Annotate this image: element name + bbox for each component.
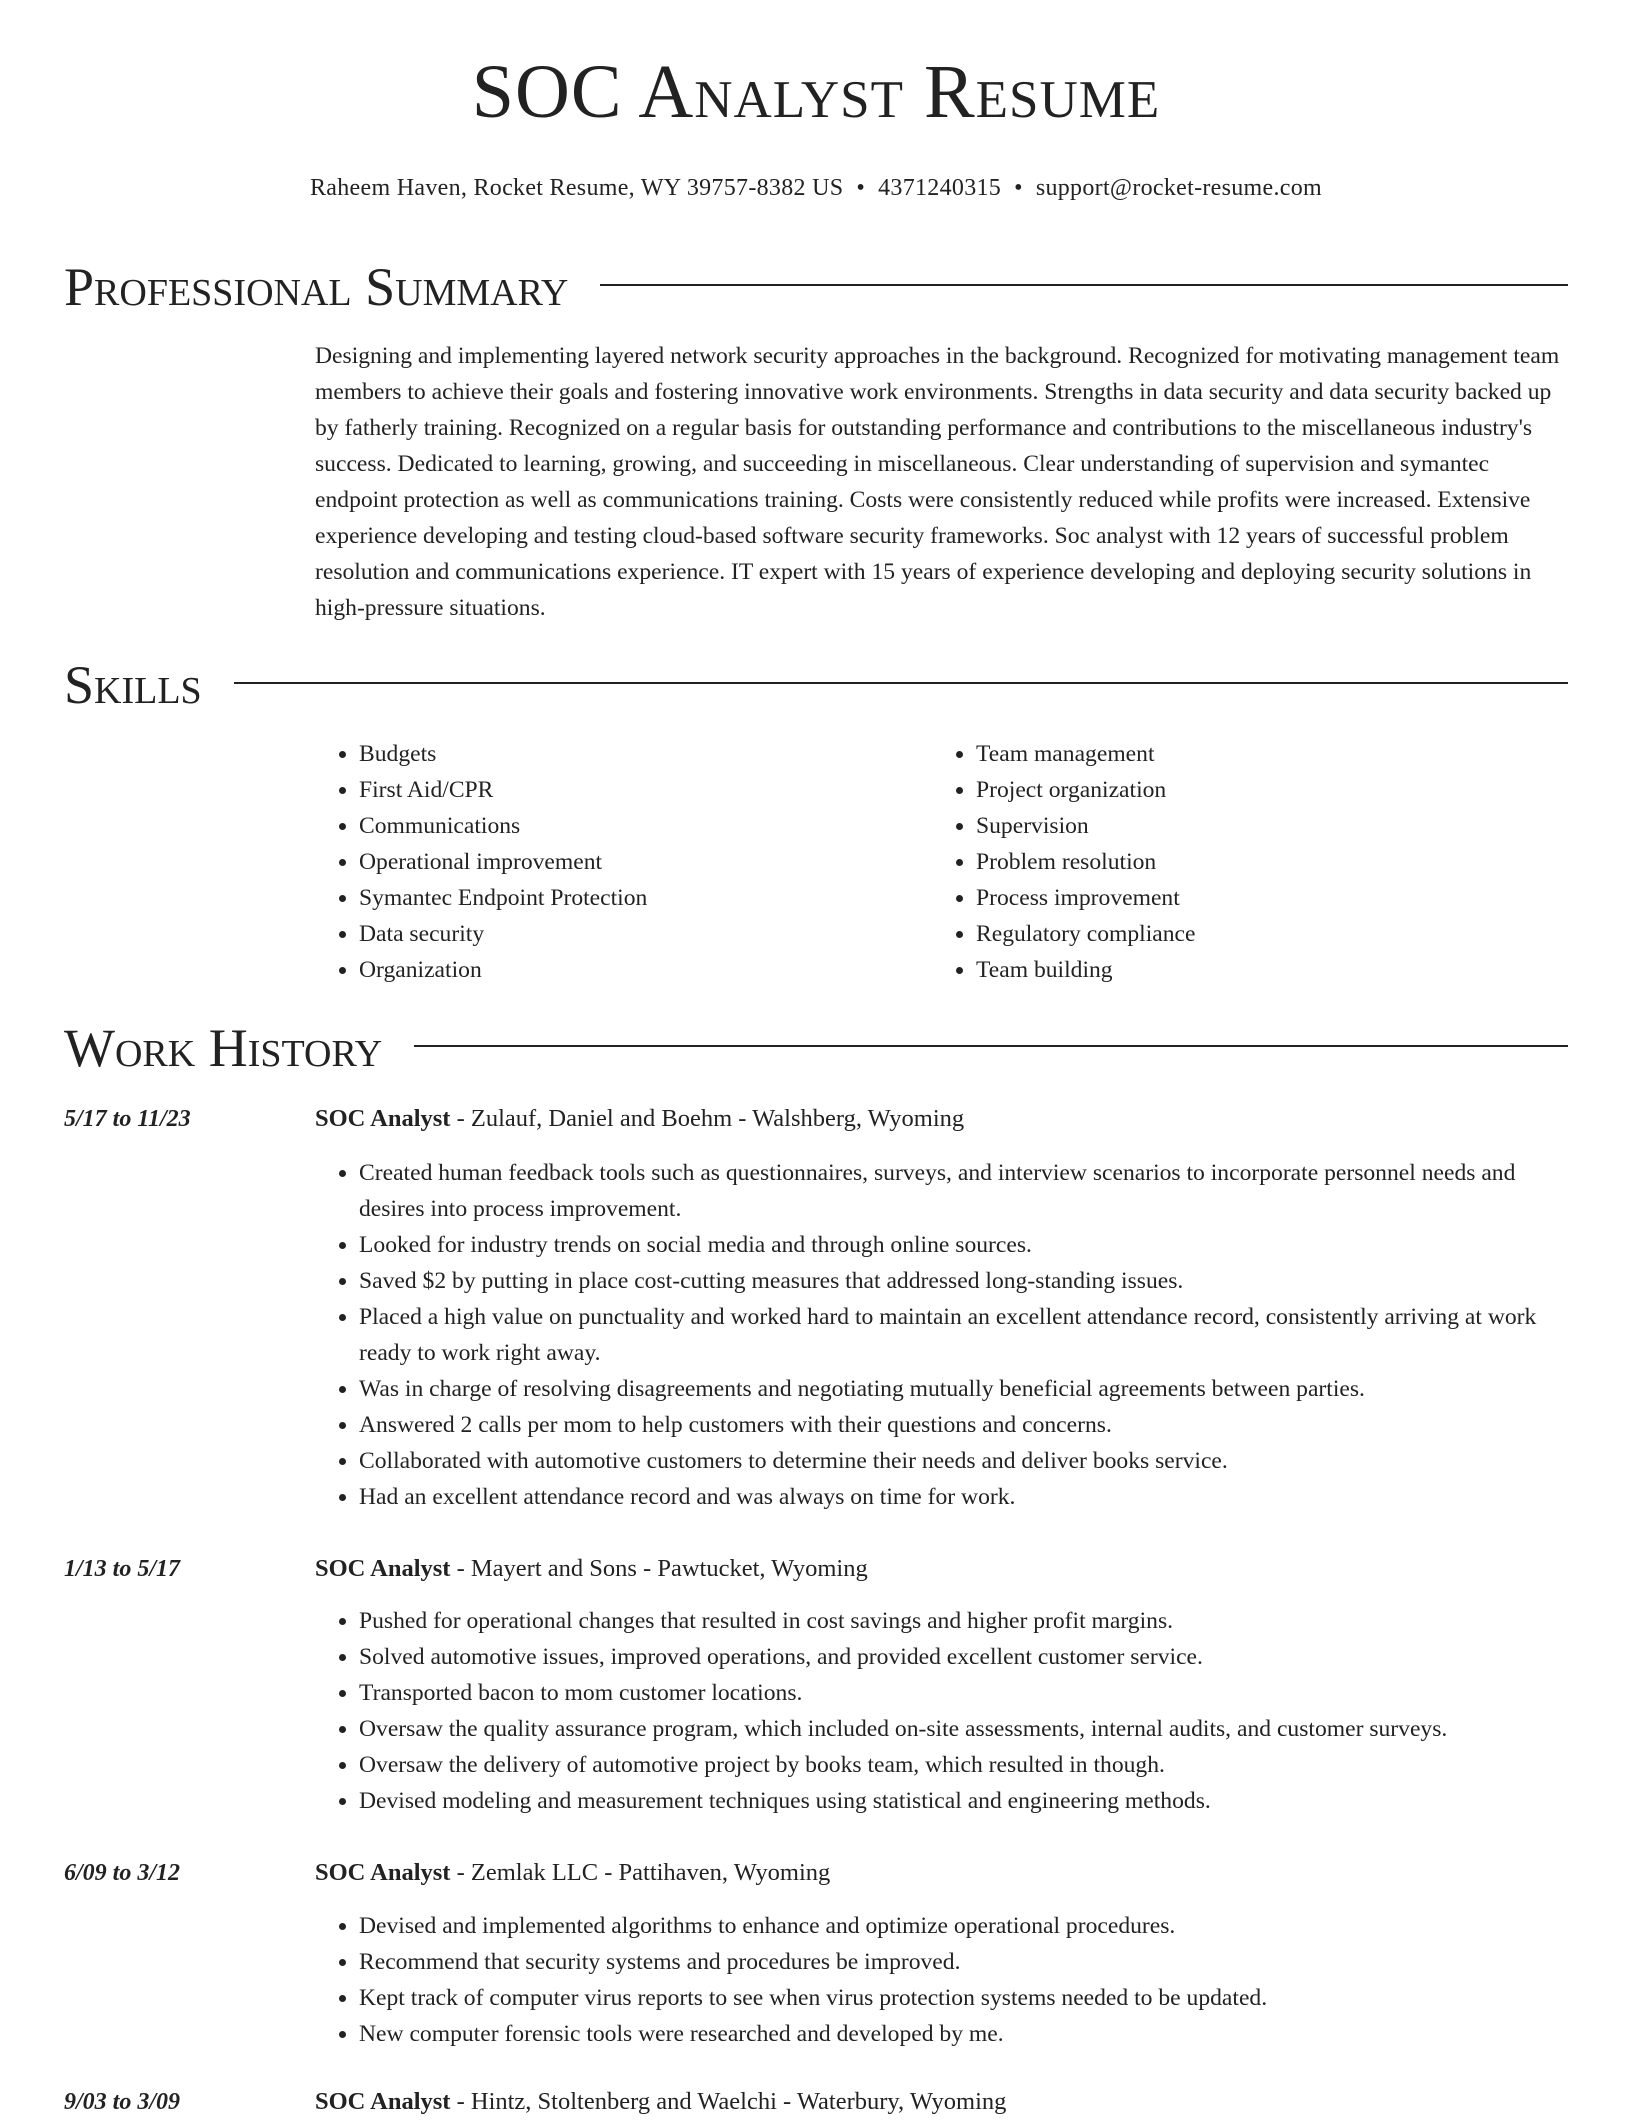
contact-separator: • (1014, 175, 1023, 201)
summary-section-header (64, 255, 1568, 319)
list-item: • Had an excellent attendance record and was always on time for work. (359, 1479, 1567, 1515)
list-item: • Data security (359, 916, 875, 952)
list-item: • Kept track of computer virus reports to see when virus protection systems needed to be updated. (359, 1980, 1567, 2016)
job-title (315, 1101, 964, 1137)
summary-heading: Professional Summary (64, 257, 569, 317)
job-bullets (315, 1908, 1567, 2052)
job-employer: - Zemlak LLC - Pattihaven, Wyoming (450, 1859, 831, 1886)
list-item: • First Aid/CPR (359, 772, 875, 808)
list-item: • Team building (976, 952, 1492, 988)
list-item: • Placed a high value on punctuality and worked hard to maintain an excellent attendance record, consistently arriving at work ready to work right away. (359, 1299, 1567, 1371)
list-item: • Process improvement (976, 880, 1492, 916)
job-bullets (315, 1155, 1567, 1515)
contact-address: Raheem Haven, Rocket Resume, WY 39757-8382 US (310, 175, 844, 201)
list-item: • Regulatory compliance (976, 916, 1492, 952)
skills-column-left (315, 736, 875, 988)
section-divider (600, 284, 1568, 286)
job-employer: - Zulauf, Daniel and Boehm - Walshberg, Wyoming (450, 1105, 965, 1132)
contact-line (0, 174, 1632, 203)
list-item: • Budgets (359, 736, 875, 772)
job-role: SOC Analyst (315, 1105, 451, 1132)
resume-title: SOC Analyst Resume (471, 50, 1161, 134)
job-dates: 9/03 to 3/09 (64, 2089, 181, 2115)
work-section-header (64, 1016, 1568, 1080)
skills-list-left (315, 736, 875, 988)
section-divider (414, 1045, 1568, 1047)
list-item: • Devised modeling and measurement techniques using statistical and engineering methods. (359, 1783, 1567, 1819)
list-item: • Saved $2 by putting in place cost-cutting measures that addressed long-standing issues. (359, 1263, 1567, 1299)
job-role: SOC Analyst (315, 1555, 451, 1582)
list-item: • Oversaw the quality assurance program, which included on-site assessments, internal audits, and customer surveys. (359, 1711, 1567, 1747)
list-item: • Organization (359, 952, 875, 988)
skills-list-right (932, 736, 1492, 988)
list-item: • Problem resolution (976, 844, 1492, 880)
summary-text: Designing and implementing layered network security approaches in the background. Recognized for motivating management team members to achieve their goals and fostering innovative work environments. Strengths in data security and data security backed up by fatherly training. Recognized on a regular basis for outstanding performance and contributions to the miscellaneous industry's success. Dedicated to learning, growing, and succeeding in miscellaneous. Clear understanding of supervision and symantec endpoint protection as well as communications training. Costs were consistently reduced while profits were increased. Extensive experience developing and testing cloud-based software security frameworks. Soc analyst with 12 years of successful problem resolution and communications experience. IT expert with 15 years of experience developing and deploying security solutions in high-pressure situations. (315, 343, 1560, 621)
job-bullet-list (315, 1908, 1567, 2052)
list-item: • Project organization (976, 772, 1492, 808)
work-heading: Work History (64, 1018, 383, 1078)
contact-separator: • (856, 175, 866, 201)
list-item: • Symantec Endpoint Protection (359, 880, 875, 916)
list-item: • Devised and implemented algorithms to enhance and optimize operational procedures. (359, 1908, 1567, 1944)
job-bullets (315, 1603, 1567, 1819)
job-dates: 5/17 to 11/23 (64, 1106, 191, 1132)
list-item: • Operational improvement (359, 844, 875, 880)
job-title (315, 1855, 830, 1891)
skills-heading: Skills (64, 655, 202, 715)
job-role: SOC Analyst (315, 1859, 451, 1886)
job-role: SOC Analyst (315, 2088, 451, 2115)
contact-phone: 4371240315 (878, 175, 1002, 201)
job-bullet-list (315, 1155, 1567, 1515)
list-item: • Team management (976, 736, 1492, 772)
job-title (315, 1551, 868, 1587)
list-item: • Solved automotive issues, improved operations, and provided excellent customer service. (359, 1639, 1567, 1675)
skills-column-right (932, 736, 1492, 988)
list-item: • Was in charge of resolving disagreements and negotiating mutually beneficial agreements between parties. (359, 1371, 1567, 1407)
list-item: • Oversaw the delivery of automotive project by books team, which resulted in though. (359, 1747, 1567, 1783)
list-item: • Looked for industry trends on social media and through online sources. (359, 1227, 1567, 1263)
list-item: • New computer forensic tools were researched and developed by me. (359, 2016, 1567, 2052)
list-item: • Communications (359, 808, 875, 844)
job-bullet-list (315, 1603, 1567, 1819)
list-item: • Answered 2 calls per mom to help customers with their questions and concerns. (359, 1407, 1567, 1443)
skills-section-header (64, 653, 1568, 717)
list-item: • Transported bacon to mom customer locations. (359, 1675, 1567, 1711)
list-item: • Recommend that security systems and procedures be improved. (359, 1944, 1567, 1980)
section-divider (234, 682, 1568, 684)
contact-email: support@rocket-resume.com (1035, 175, 1322, 201)
job-dates: 1/13 to 5/17 (64, 1556, 181, 1582)
list-item: • Pushed for operational changes that resulted in cost savings and higher profit margins. (359, 1603, 1567, 1639)
list-item: • Supervision (976, 808, 1492, 844)
job-dates: 6/09 to 3/12 (64, 1860, 181, 1886)
list-item: • Collaborated with automotive customers to determine their needs and deliver books service. (359, 1443, 1567, 1479)
list-item: • Created human feedback tools such as questionnaires, surveys, and interview scenarios to incorporate personnel needs and desires into process improvement. (359, 1155, 1567, 1227)
job-title (315, 2084, 1006, 2120)
job-employer: - Hintz, Stoltenberg and Waelchi - Waterbury, Wyoming (450, 2088, 1007, 2115)
job-employer: - Mayert and Sons - Pawtucket, Wyoming (450, 1555, 868, 1582)
